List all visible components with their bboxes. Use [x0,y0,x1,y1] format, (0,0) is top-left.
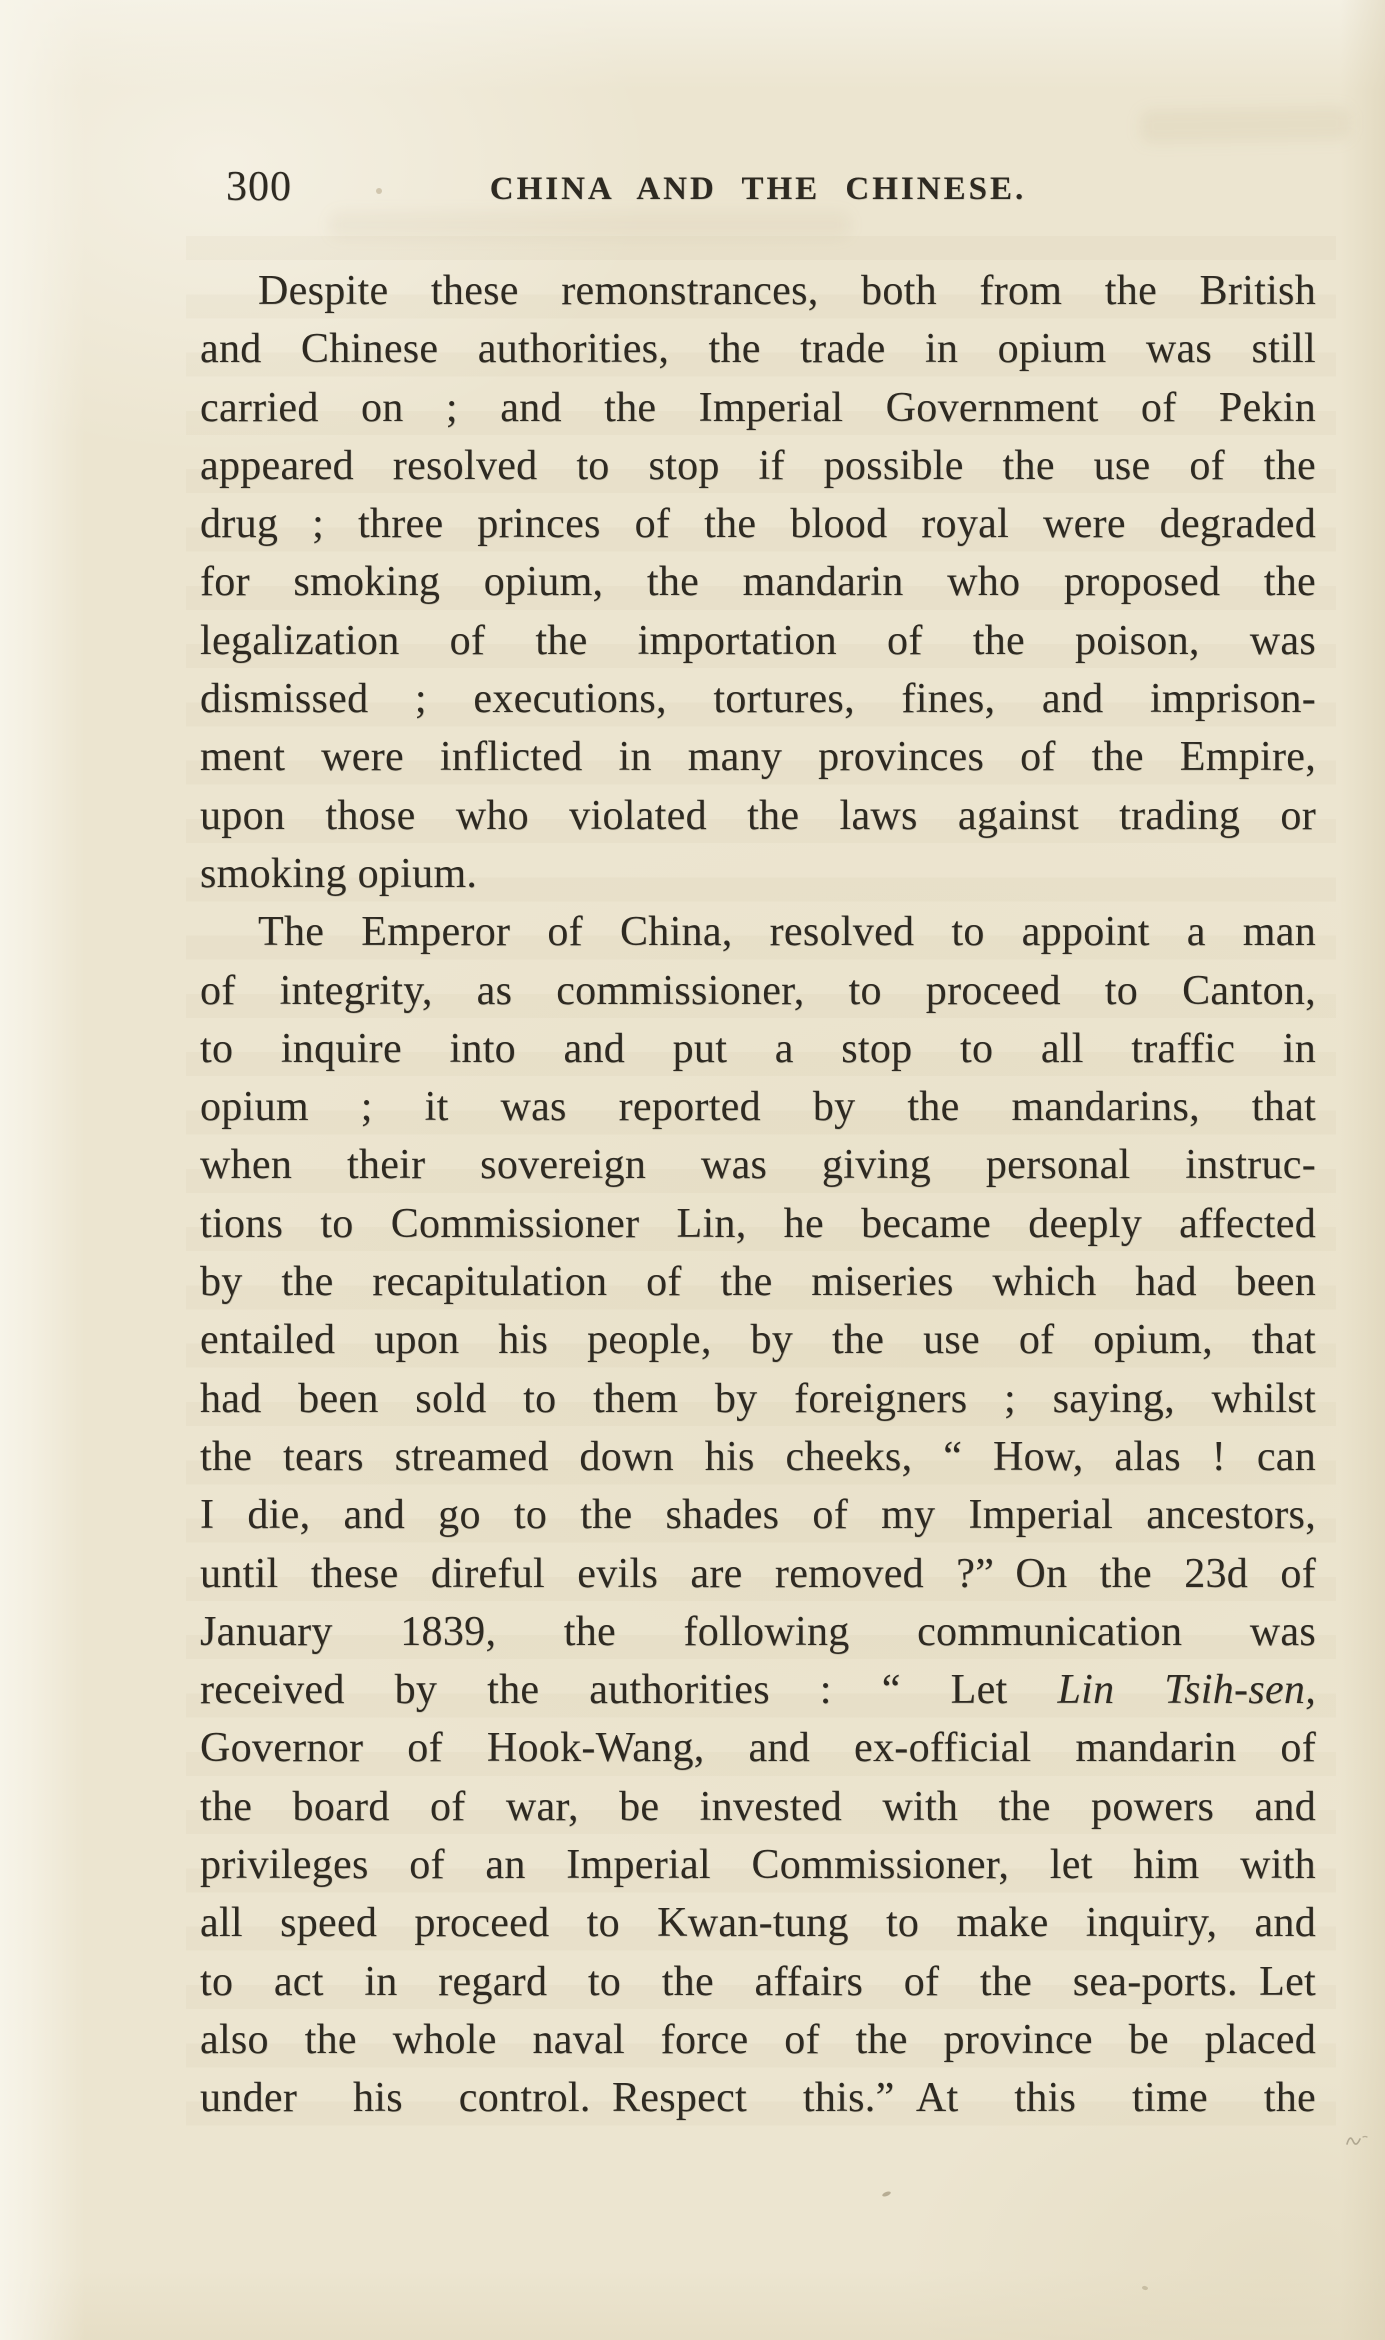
text-line [200,1894,1316,1952]
text-line [200,962,1316,1020]
text-line [200,845,1316,903]
text-line [200,262,1316,320]
text-segment: drug ; three princes of the blood royal were degraded [200,501,1316,548]
text-segment: the board of war, be invested with the powers and [200,1783,1316,1830]
text-segment: by the recapitulation of the miseries which had been [200,1259,1316,1306]
text-line [200,1370,1316,1428]
text-line [200,1953,1316,2011]
text-line [200,495,1316,553]
text-line [200,612,1316,670]
text-line [200,2069,1316,2127]
text-segment: tions to Commissioner Lin, he became deeply affected [200,1200,1316,1247]
text-segment: of integrity, as commissioner, to proceed to Canton, [200,967,1316,1014]
text-line [200,1195,1316,1253]
text-segment: ment were inflicted in many provinces of the Empire, [200,734,1316,781]
text-segment: Despite these remonstrances, both from the British [258,268,1316,314]
text-line [200,1078,1316,1136]
text-line [200,1836,1316,1894]
text-segment: legalization of the importation of the poison, was [200,617,1316,664]
text-segment: January 1839, the following communication was [200,1608,1316,1655]
text-block [200,262,1316,2128]
show-through-blotch [330,212,850,238]
text-segment: carried on ; and the Imperial Government of Pekin [200,384,1316,431]
text-line [200,1661,1316,1719]
text-line [200,437,1316,495]
text-line [200,728,1316,786]
text-line [200,2011,1316,2069]
text-line [200,1603,1316,1661]
text-segment: to act in regard to the affairs of the sea-ports. Let [200,1958,1316,2005]
text-segment: and Chinese authorities, the trade in opium was still [200,326,1316,373]
text-line [200,1311,1316,1369]
text-line [200,787,1316,845]
page-header [200,163,1316,213]
text-line [200,1778,1316,1836]
text-line [200,903,1316,961]
text-segment: appeared resolved to stop if possible the use of the [200,442,1316,489]
text-segment: when their sovereign was giving personal instruc- [200,1142,1316,1189]
text-segment: entailed upon his people, by the use of opium, that [200,1317,1316,1364]
text-line [200,1253,1316,1311]
text-segment: to inquire into and put a stop to all traffic in [200,1025,1316,1072]
text-segment: upon those who violated the laws against trading or [200,792,1316,839]
text-segment: The Emperor of China, resolved to appoint a man [258,909,1316,956]
pencil-mark [1344,2130,1370,2154]
text-segment: privileges of an Imperial Commissioner, let him with [200,1842,1316,1889]
paper-speck [1142,2285,1149,2290]
text-segment: received by the authorities : “ Let [200,1667,1058,1714]
text-line [200,1136,1316,1194]
text-segment: Governor of Hook-Wang, and ex-official mandarin of [200,1725,1316,1772]
italic-text-segment: Lin Tsih-sen, [1057,1667,1317,1714]
text-line [200,670,1316,728]
text-segment: all speed proceed to Kwan-tung to make inquiry, and [200,1900,1316,1947]
text-line [200,1486,1316,1544]
text-segment: also the whole naval force of the province be placed [200,2016,1316,2063]
text-segment: the tears streamed down his cheeks, “ How, alas ! can [200,1433,1316,1480]
text-segment: opium ; it was reported by the mandarins, that [200,1084,1316,1131]
text-line [200,320,1316,378]
show-through-blotch [1140,106,1351,144]
text-line [200,1719,1316,1777]
text-line [200,1020,1316,1078]
paper-speck [882,2190,892,2197]
text-line [200,1428,1316,1486]
page-number: 300 [226,164,292,210]
text-line [200,379,1316,437]
text-segment: had been sold to them by foreigners ; saying, whilst [200,1375,1316,1422]
text-segment: I die, and go to the shades of my Imperial ancestors, [200,1492,1316,1539]
text-segment: for smoking opium, the mandarin who proposed the [200,559,1316,606]
text-line [200,1545,1316,1603]
running-title: CHINA AND THE CHINESE. [489,171,1027,207]
text-segment: under his control. Respect this.” At this time the [200,2075,1316,2122]
text-segment: dismissed ; executions, tortures, fines, and imprison- [200,676,1316,723]
text-segment: until these direful evils are removed ?” On the 23d of [200,1550,1316,1597]
text-line [200,553,1316,611]
text-segment: smoking opium. [200,850,478,897]
